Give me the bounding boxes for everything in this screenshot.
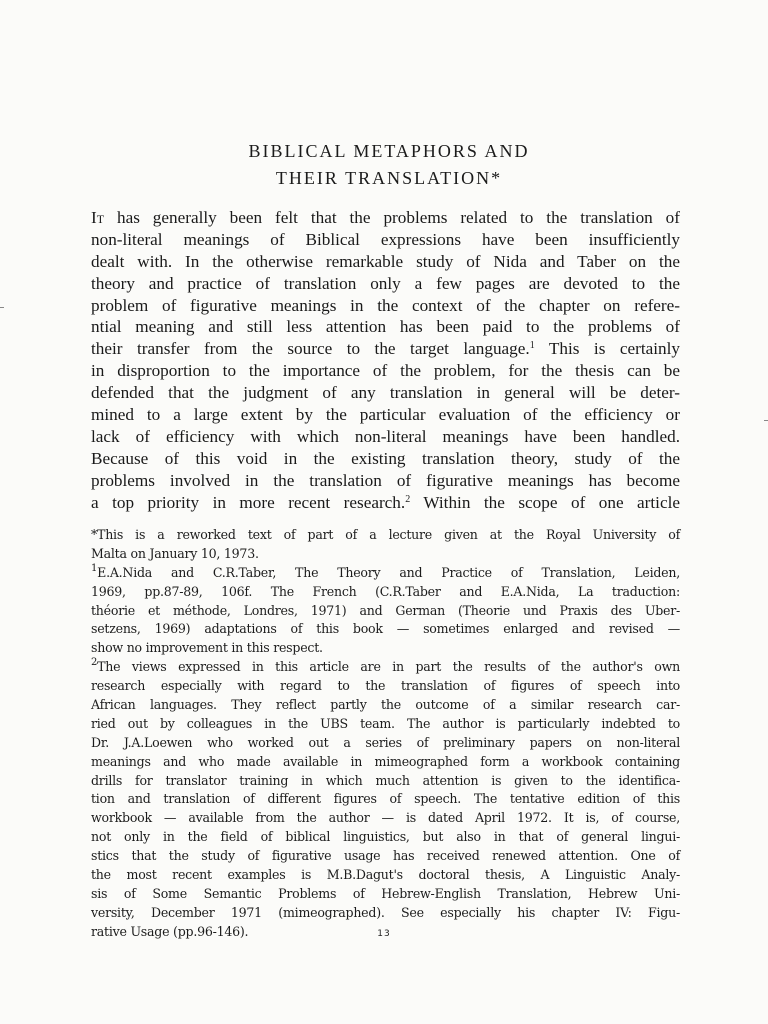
- footnote-line: tion and translation of different figures of speech. The tentative edition of this: [91, 791, 680, 807]
- footnote-ref-1: 1: [529, 340, 535, 352]
- footnotes: [91, 526, 680, 942]
- body-line: defended that the judgment of any translation in general will be deter-: [91, 383, 680, 403]
- body-line: ntial meaning and still less attention has been paid to the problems of: [91, 317, 680, 337]
- footnote-line: sis of Some Semantic Problems of Hebrew-English Translation, Hebrew Uni-: [91, 885, 680, 901]
- footnote-line: Malta on January 10, 1973.: [91, 545, 259, 561]
- body-line: non-literal meanings of Biblical expressions have been insufficiently: [91, 229, 680, 249]
- scan-mark: [764, 420, 768, 421]
- footnote-line: not only in the field of biblical linguistics, but also in that of general lingui-: [91, 829, 680, 845]
- footnote-line: rative Usage (pp.96-146).: [91, 923, 249, 939]
- footnote-ref-2: 2: [405, 493, 411, 505]
- page-number: 13: [377, 929, 391, 939]
- body-line: in disproportion to the importance of the problem, for the thesis can be: [91, 361, 680, 381]
- footnote-line: workbook — available from the author — is dated April 1972. It is, of course,: [91, 810, 680, 826]
- footnote-line: *This is a reworked text of part of a lecture given at the Royal University of: [91, 527, 680, 542]
- footnote-marker-1: 1: [91, 562, 98, 574]
- footnote-line: ried out by colleagues in the UBS team. The author is particularly indebted to: [91, 715, 680, 731]
- body-line: mined to a large extent by the particular evaluation of the efficiency or: [91, 405, 680, 425]
- footnote-line: drills for translator training in which much attention is given to the identifica-: [91, 772, 680, 788]
- body-line: It has generally been felt that the problems related to the translation of: [91, 208, 680, 227]
- footnote-line: 1969, pp.87-89, 106f. The French (C.R.Taber and E.A.Nida, La traduction:: [91, 583, 680, 599]
- footnote-line: research especially with regard to the translation of figures of speech into: [91, 678, 680, 694]
- scan-mark: [0, 307, 4, 308]
- footnote-line: théorie et méthode, Londres, 1971) and German (Theorie und Praxis des Uber-: [91, 602, 680, 618]
- opening-word: It: [91, 208, 105, 227]
- body-paragraph: [91, 207, 680, 513]
- body-line: problems involved in the translation of figurative meanings has become: [91, 470, 680, 490]
- body-line: problem of figurative meanings in the context of the chapter on refere-: [91, 295, 680, 315]
- footnote-line: versity, December 1971 (mimeographed). See especially his chapter IV: Figu-: [91, 904, 680, 920]
- title-line-1: BIBLICAL METAPHORS AND: [248, 141, 530, 161]
- footnote-line: the most recent examples is M.B.Dagut's doctoral thesis, A Linguistic Analy-: [91, 867, 680, 883]
- title-line-2: THEIR TRANSLATION*: [275, 168, 503, 188]
- article-title: [0, 138, 768, 192]
- footnote-line: Dr. J.A.Loewen who worked out a series of preliminary papers on non-literal: [91, 734, 680, 750]
- body-line: Because of this void in the existing translation theory, study of the: [91, 448, 680, 468]
- body-line: lack of efficiency with which non-literal meanings have been handled.: [91, 426, 680, 446]
- body-line: a top priority in more recent research.$^2$ Within the scope of one article: [91, 492, 680, 512]
- footnote-line: meanings and who made available in mimeographed form a workbook containing: [91, 753, 680, 769]
- footnote-line: stics that the study of figurative usage has received renewed attention. One of: [91, 848, 680, 864]
- footnote-line: show no improvement in this respect.: [91, 640, 323, 656]
- footnote-line: $^1$E.A.Nida and C.R.Taber, The Theory and Practice of Translation, Leiden,: [91, 562, 680, 580]
- body-line: dealt with. In the otherwise remarkable study of Nida and Taber on the: [91, 251, 680, 271]
- footnote-line: $^2$The views expressed in this article are in part the results of the author's own: [91, 657, 680, 675]
- footnote-marker-2: 2: [91, 657, 98, 669]
- body-line: their transfer from the source to the target language.$^1$ This is certainly: [91, 339, 680, 359]
- footnote-line: African languages. They reflect partly the outcome of a similar research car-: [91, 697, 680, 713]
- footnote-line: setzens, 1969) adaptations of this book — sometimes enlarged and revised —: [91, 621, 680, 637]
- body-line: theory and practice of translation only a few pages are devoted to the: [91, 273, 680, 293]
